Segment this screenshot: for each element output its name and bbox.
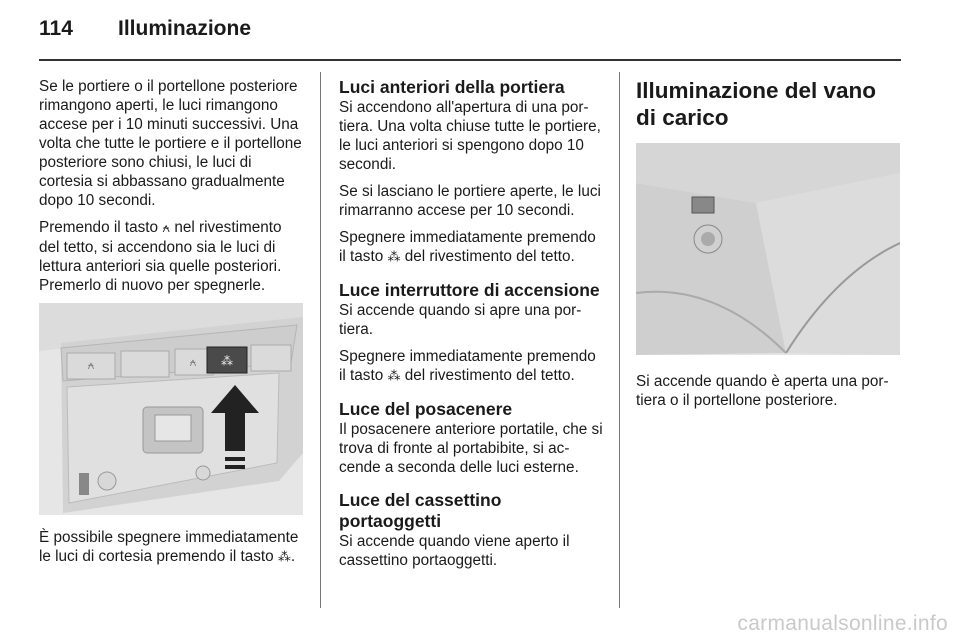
header-rule xyxy=(39,59,901,61)
paragraph: Si accende quando è aperta una portiera o il portellone posteriore. xyxy=(636,373,889,409)
svg-text:⍲: ⍲ xyxy=(189,355,197,369)
paragraph: Spegnere immediatamente premendo il tasto ⁂ del rivestimento del tetto. xyxy=(339,348,596,384)
column-divider xyxy=(619,72,620,608)
section-heading: Luce del cassettino portaoggetti xyxy=(339,490,502,531)
section-heading: Luce del posacenere xyxy=(339,399,513,419)
paragraph: Si accende quando viene aperto il cassettino portaoggetti. xyxy=(339,533,570,569)
paragraph: Se si lasciano le portiere aperte, le luci rimarranno accese per 10 secondi. xyxy=(339,183,601,219)
watermark: carmanualsonline.info xyxy=(737,612,948,635)
paragraph: Premendo il tasto ⍲ nel rivestimento del tetto, si accendono sia le luci di lettura anteriori sia quelle posteriori. Premerlo di nuovo per spegnerle. xyxy=(39,219,282,294)
roof-console-illustration xyxy=(39,303,303,515)
svg-text:⁂: ⁂ xyxy=(221,354,233,368)
courtesy-light-icon: ⁂ xyxy=(387,369,401,384)
courtesy-light-icon: ⁂ xyxy=(387,250,401,265)
reading-light-icon: ⍲ xyxy=(162,221,171,236)
paragraph: Si accende quando si apre una portiera. xyxy=(339,302,582,338)
section-heading: Luci anteriori della portiera xyxy=(339,77,565,97)
column-right xyxy=(636,77,902,418)
paragraph: Se le portiere o il portellone posteriore rimangono aperti, le luci rimangono accese per i 10 minuti successivi. Una volta che tutte le portiere e il portellone posteriore sono chiusi, le luci di cortesia si abbassano gradualmente dopo 10 secondi. xyxy=(39,78,302,209)
paragraph: Spegnere immediatamente premendo il tasto ⁂ del rivestimento del tetto. xyxy=(339,229,596,265)
page-title: Illuminazione xyxy=(118,17,252,40)
paragraph: Il posacenere anteriore portatile, che si trova di fronte al portabibite, si accende a seconda delle luci esterne. xyxy=(339,421,603,476)
section-title: Illuminazione del vano di carico xyxy=(636,78,877,130)
column-left xyxy=(39,77,304,575)
page-number: 114 xyxy=(39,17,73,40)
column-middle xyxy=(339,77,603,583)
column-divider xyxy=(320,72,321,608)
svg-text:⍲: ⍲ xyxy=(87,358,95,372)
paragraph: È possibile spegnere immediatamente le luci di cortesia premendo il tasto ⁂. xyxy=(39,529,299,565)
paragraph: Si accendono all'apertura di una portiera. Una volta chiuse tutte le portiere, le luci anteriori si spengono dopo 10 secondi. xyxy=(339,99,601,173)
cargo-compartment-illustration xyxy=(636,143,900,355)
courtesy-light-icon: ⁂ xyxy=(277,550,291,565)
section-heading: Luce interruttore di accensione xyxy=(339,280,600,300)
